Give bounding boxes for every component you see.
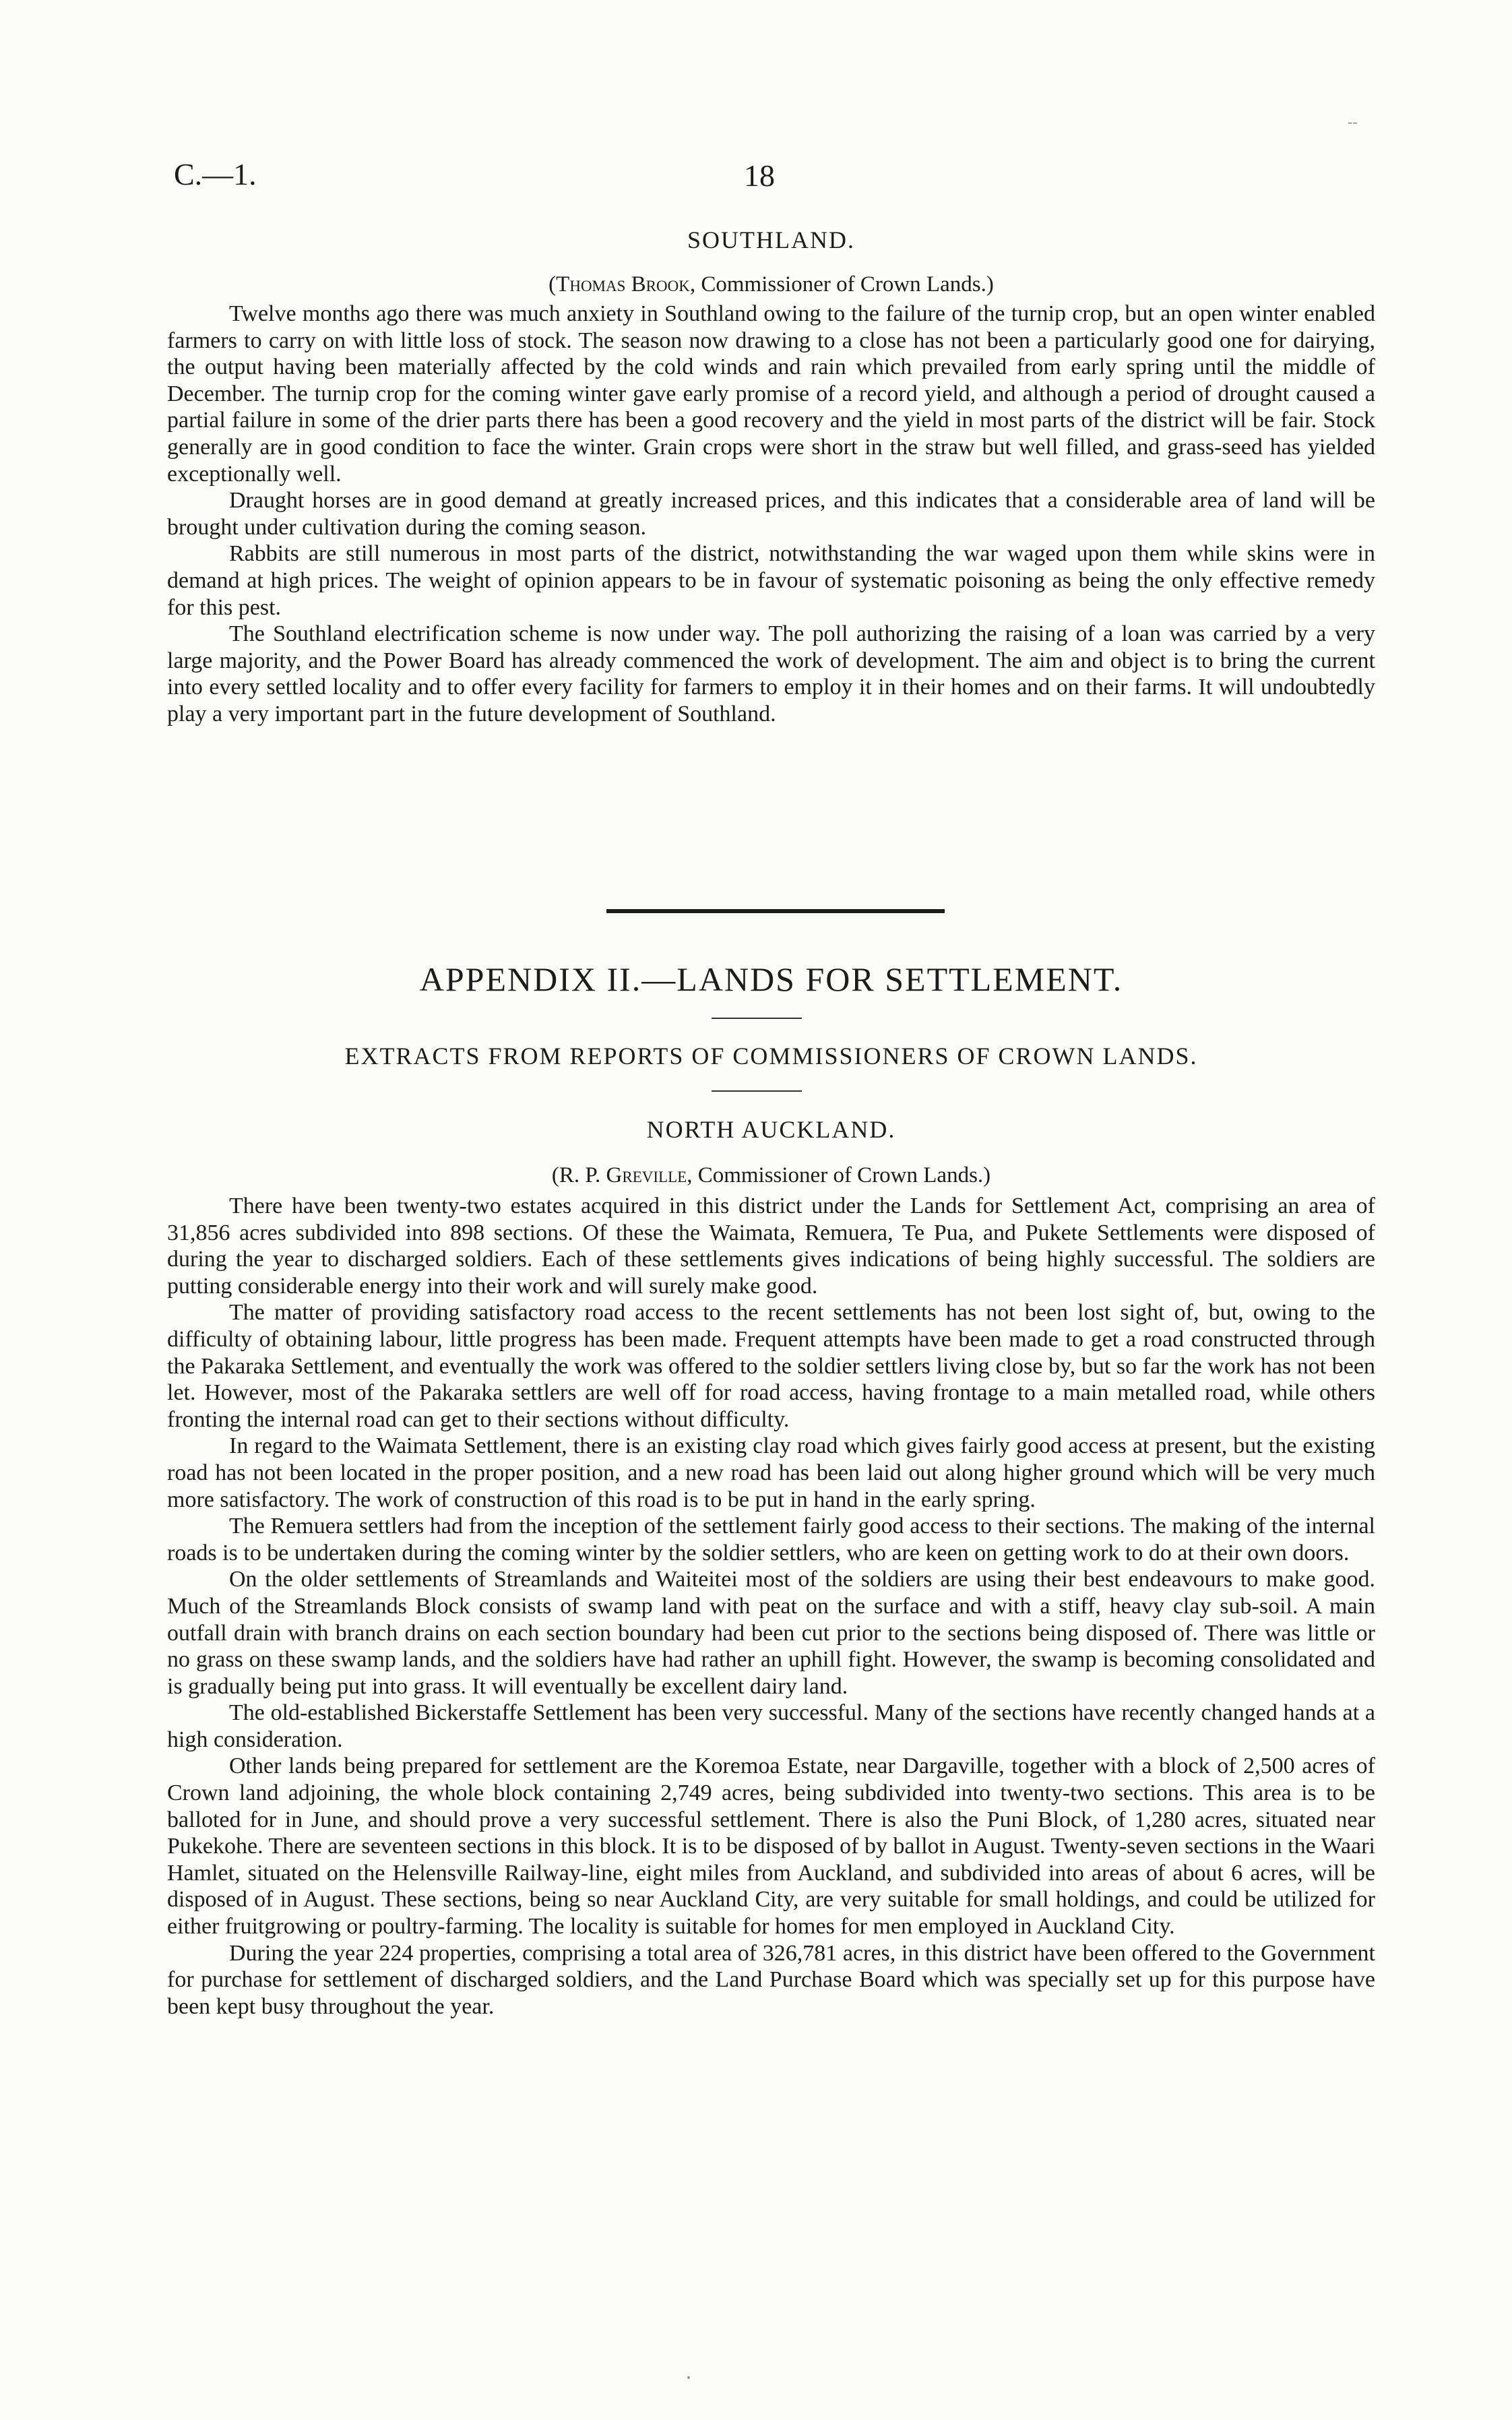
north-auckland-section — [167, 1113, 1375, 2020]
southland-section — [167, 224, 1375, 728]
paragraph: On the older settlements of Streamlands and Waiteitei most of the soldiers are using their best endeavours to make good. Much of the Streamlands Block consists of swamp land with peat on the surface and with a stiff, heavy clay sub-soil. A main outfall drain with branch drains on each section boundary had been cut prior to the sections being disposed of. There was little or no grass on these swamp lands, and the soldiers have had rather an uphill fight. However, the swamp is becoming consolidated and is gradually being put into grass. It will eventually be excellent dairy land. — [167, 1567, 1375, 1699]
byline-rest: , Commissioner of Crown Lands.) — [689, 272, 994, 297]
subtitle-rule — [712, 1090, 802, 1092]
parliamentary-paper-code: C.—1. — [174, 157, 257, 191]
commissioner-name: Thomas Brook — [556, 272, 690, 297]
north-auckland-heading: NORTH AUCKLAND. — [646, 1116, 896, 1143]
southland-heading: SOUTHLAND. — [687, 226, 855, 253]
byline-open: ( — [548, 272, 557, 297]
paragraph: Other lands being prepared for settlement are the Koremoa Estate, near Dargaville, together with a block of 2,500 acres of Crown land adjoining, the whole block containing 2,749 acres, being subdivided into twenty-two sections. This area is to be balloted for in June, and should prove a very successful settlement. There is also the Puni Block, of 1,280 acres, situated near Pukekohe. There are seventeen sections in this block. It is to be disposed of by ballot in August. Twenty-seven sections in the Waari Hamlet, situated on the Helensville Railway-line, eight miles from Auckland, and subdivided into areas of about 6 acres, will be disposed of in August. These sections, being so near Auckland City, are very suitable for small holdings, and could be utilized for either fruitgrowing or poultry-farming. The locality is suitable for homes for men employed in Auckland City. — [167, 1754, 1375, 1940]
paragraph: The matter of providing satisfactory road access to the recent settlements has not been lost sight of, but, owing to the difficulty of obtaining labour, little progress has been made. Frequent attempts have been made to get a road constructed through the Pakaraka Settlement, and eventually the work was offered to the soldier settlers living close by, but so far the work has not been let. However, most of the Pakaraka settlers are well off for road access, having frontage to a main metalled road, while others fronting the internal road can get to their sections without difficulty. — [167, 1300, 1375, 1432]
paragraph: Rabbits are still numerous in most parts of the district, notwithstanding the war waged upon them while skins were in demand at high prices. The weight of opinion appears to be in favour of systematic poisoning as being the only effective remedy for this pest. — [167, 541, 1375, 620]
page-number: 18 — [744, 158, 775, 193]
paragraph: There have been twenty-two estates acquired in this district under the Lands for Settlement Act, comprising an area of 31,856 acres subdivided into 898 sections. Of these the Waimata, Remuera, Te Pua, and Pukete Settlements were disposed of during the year to discharged soldiers. Each of these settlements gives indications of being highly successful. The soldiers are putting considerable energy into their work and will surely make good. — [167, 1193, 1375, 1299]
appendix-title: APPENDIX II.—LANDS FOR SETTLEMENT. — [419, 960, 1123, 998]
southland-byline — [167, 270, 1375, 299]
north-auckland-byline — [167, 1160, 1375, 1190]
paragraph: The old-established Bickerstaffe Settlement has been very successful. Many of the sections have recently changed hands at a high consideration. — [167, 1700, 1375, 1752]
paragraph: The Southland electrification scheme is now under way. The poll authorizing the raising of a loan was carried by a very large majority, and the Power Board has already commenced the work of development. The aim and object is to bring the current into every settled locality and to offer every facility for farmers to employ it in their homes and on their farms. It will undoubtedly play a very important part in the future development of Southland. — [167, 621, 1375, 726]
commissioner-name: Greville — [606, 1163, 687, 1187]
section-separator — [606, 909, 945, 913]
corner-mark: -- — [1348, 113, 1358, 130]
paragraph: Draught horses are in good demand at greatly increased prices, and this indicates that a considerable area of land will be brought under cultivation during the coming season. — [167, 488, 1375, 540]
byline-open: (R. P. — [551, 1163, 606, 1187]
paragraph: The Remuera settlers had from the inception of the settlement fairly good access to their sections. The making of the internal roads is to be undertaken during the coming winter by the soldier settlers, who are keen on getting work to do at their own doors. — [167, 1514, 1375, 1565]
scan-speck — [687, 2376, 690, 2379]
paragraph: Twelve months ago there was much anxiety in Southland owing to the failure of the turnip crop, but an open winter enabled farmers to carry on with little loss of stock. The season now drawing to a close has not been a particularly good one for dairying, the output having been materially affected by the cold winds and rain which prevailed from early spring until the middle of December. The turnip crop for the coming winter gave early promise of a record yield, and although a period of drought caused a partial failure in some of the drier parts there has been a good recovery and the yield in most parts of the district will be fair. Stock generally are in good condition to face the winter. Grain crops were short in the straw but well filled, and grass-seed has yielded exceptionally well. — [167, 301, 1375, 487]
paragraph: In regard to the Waimata Settlement, there is an existing clay road which gives fairly good access at present, but the existing road has not been located in the proper position, and a new road has been laid out along higher ground which will be very much more satisfactory. The work of construction of this road is to be put in hand in the early spring. — [167, 1433, 1375, 1512]
appendix-subtitle: EXTRACTS FROM REPORTS OF COMMISSIONERS OF CROWN LANDS. — [344, 1043, 1198, 1069]
title-rule — [712, 1018, 802, 1019]
byline-rest: , Commissioner of Crown Lands.) — [687, 1163, 991, 1187]
paragraph: During the year 224 properties, comprising a total area of 326,781 acres, in this district have been offered to the Government for purchase for settlement of discharged soldiers, and the Land Purchase Board which was specially set up for this purpose have been kept busy throughout the year. — [167, 1940, 1375, 2019]
